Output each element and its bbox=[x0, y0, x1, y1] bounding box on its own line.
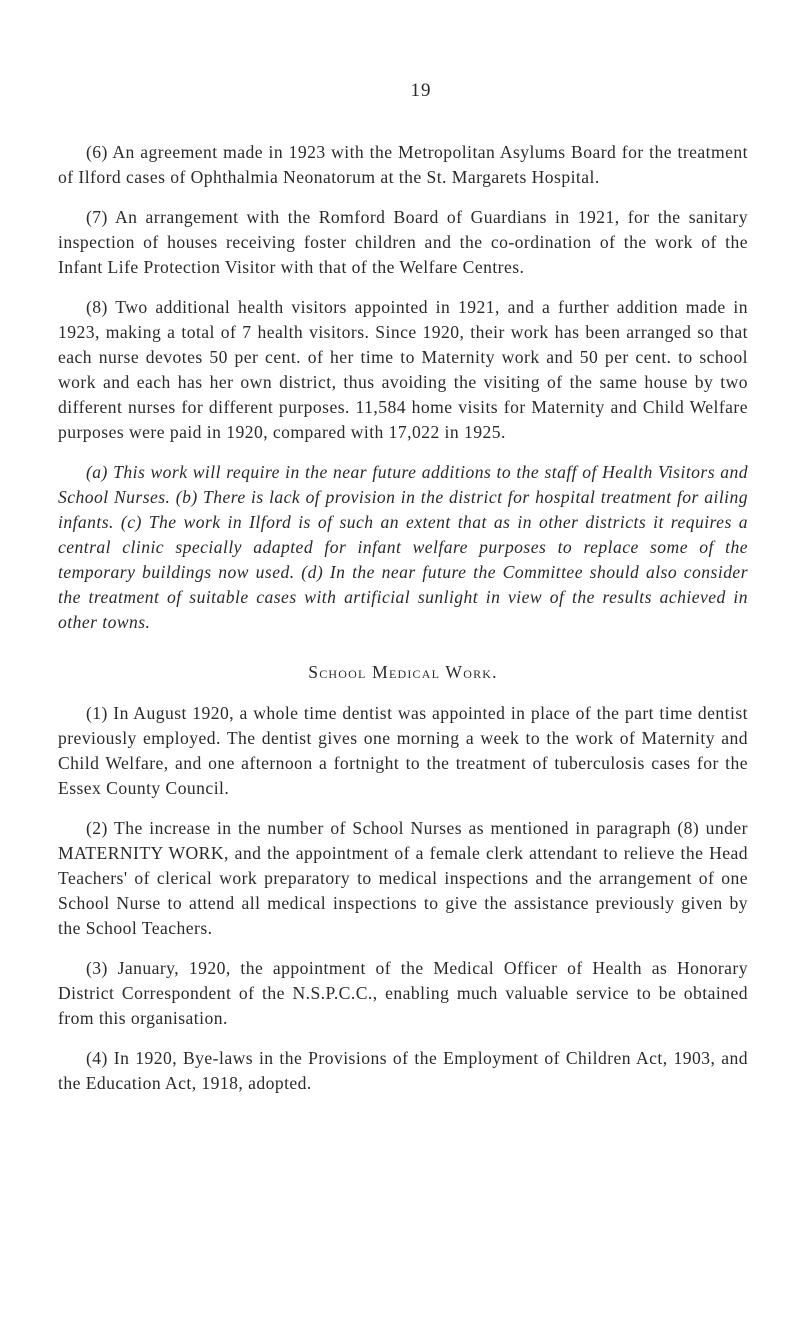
page-number: 19 bbox=[410, 80, 432, 101]
school-paragraph-1: (1) In August 1920, a whole time dentist was appointed in place of the part time dentist previously employed. The dentist gives one morning a week to the work of Maternity and Child Welfare, and one afternoon a fortnight to the treatment of tuberculosis cases for the Essex County Council. bbox=[58, 703, 748, 798]
document-page bbox=[58, 80, 748, 1111]
paragraph-7: (7) An arrangement with the Romford Board of Guardians in 1921, for the sanitary inspection of houses receiving foster children and the co-ordination of the work of the Infant Life Protection Visitor with that of the Welfare Centres. bbox=[58, 207, 748, 277]
paragraph-8: (8) Two additional health visitors appointed in 1921, and a further addition made in 1923, making a total of 7 health visitors. Since 1920, their work has been arranged so that each nurse devotes 50 per cent. of her time to Maternity work and 50 per cent. to school work and each has her own district, thus avoiding the visiting of the same house by two different nurses for different purposes. 11,584 home visits for Maternity and Child Welfare purposes were paid in 1920, compared with 17,022 in 1925. bbox=[58, 297, 748, 442]
school-paragraph-2: (2) The increase in the number of School Nurses as mentioned in paragraph (8) under MATERNITY WORK, and the appointment of a female clerk attendant to relieve the Head Teachers' of clerical work preparatory to medical inspections and the arrangement of one School Nurse to attend all medical inspections to give the assistance previously given by the School Teachers. bbox=[58, 818, 748, 938]
paragraph-6: (6) An agreement made in 1923 with the Metropolitan Asylums Board for the treatment of Ilford cases of Ophthalmia Neonatorum at the St. Margarets Hospital. bbox=[58, 142, 748, 187]
section-heading: School Medical Work. bbox=[308, 662, 498, 682]
school-paragraph-4: (4) In 1920, Bye-laws in the Provisions of the Employment of Children Act, 1903, and the Education Act, 1918, adopted. bbox=[58, 1048, 748, 1093]
school-paragraph-3: (3) January, 1920, the appointment of the Medical Officer of Health as Honorary District Correspondent of the N.S.P.C.C., enabling much valuable service to be obtained from this organisation. bbox=[58, 958, 748, 1028]
recommendations-paragraph: (a) This work will require in the near future additions to the staff of Health Visitors and School Nurses. (b) There is lack of provision in the district for hospital treatment for ailing infants. (c) The work in Ilford is of such an extent that as in other districts it requires a central clinic specially adapted for infant welfare purposes to replace some of the temporary buildings now used. (d) In the near future the Committee should also consider the treatment of suitable cases with artificial sunlight in view of the results achieved in other towns. bbox=[58, 462, 748, 632]
